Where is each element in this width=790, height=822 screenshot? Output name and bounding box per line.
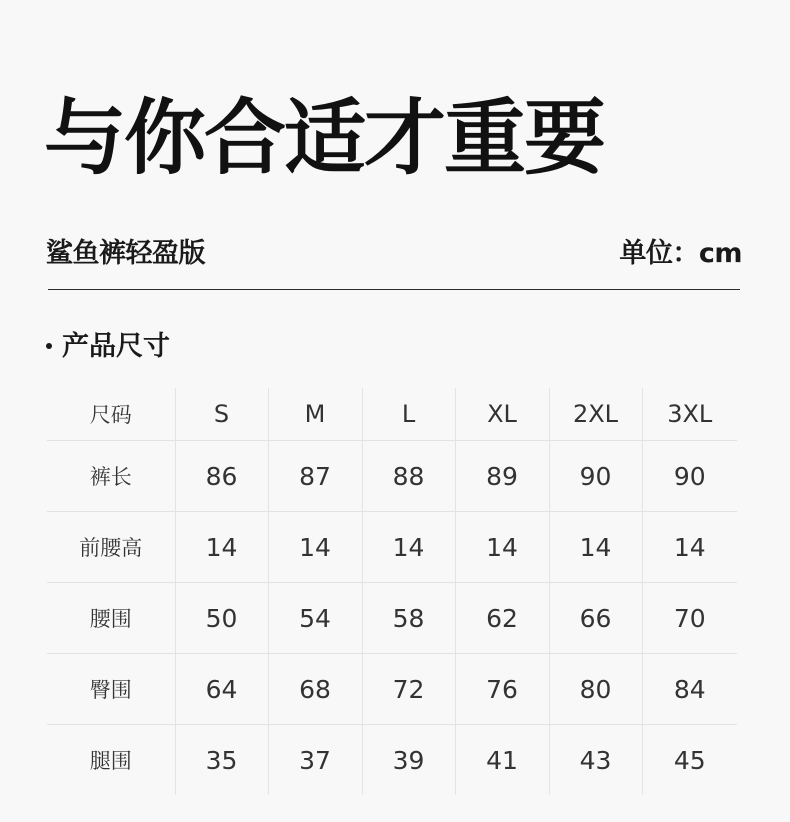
size-chart-table	[47, 388, 737, 795]
table-cell: 76	[455, 654, 549, 725]
size-header-cell: L	[362, 388, 455, 441]
row-label: 裤长	[47, 441, 175, 512]
table-cell: 43	[549, 725, 642, 796]
table-cell: 35	[175, 725, 268, 796]
table-cell: 89	[455, 441, 549, 512]
table-row	[47, 441, 737, 512]
table-cell: 62	[455, 583, 549, 654]
row-label: 腿围	[89, 749, 132, 773]
table-cell: 14	[268, 512, 362, 583]
table-cell: 39	[362, 725, 455, 796]
product-name: 鲨鱼裤轻盈版	[46, 237, 205, 269]
table-cell: 64	[175, 654, 268, 725]
table-cell: 14	[642, 512, 737, 583]
table-row	[47, 512, 737, 583]
table-row	[47, 725, 737, 796]
size-header-cell: 2XL	[549, 388, 642, 441]
table-cell: 54	[268, 583, 362, 654]
section-title	[46, 324, 170, 363]
unit-label: 单位：cm	[619, 237, 742, 269]
table-cell: 72	[362, 654, 455, 725]
row-label: 臀围	[47, 654, 175, 725]
size-header-label: 尺码	[47, 388, 175, 441]
size-header-cell: M	[268, 388, 362, 441]
size-header-cell: 3XL	[642, 388, 737, 441]
table-cell: 14	[455, 512, 549, 583]
table-cell: 90	[642, 441, 737, 512]
table-cell: 14	[362, 512, 455, 583]
bullet-icon	[46, 343, 52, 349]
size-header-row	[47, 388, 737, 441]
table-cell: 50	[175, 583, 268, 654]
table-row	[47, 654, 737, 725]
product-subheader	[46, 232, 742, 268]
page-headline: 与你合适才重要	[44, 91, 605, 186]
table-cell: 37	[268, 725, 362, 796]
table-cell: 90	[549, 441, 642, 512]
table-cell: 41	[455, 725, 549, 796]
table-cell: 66	[549, 583, 642, 654]
table-cell: 80	[549, 654, 642, 725]
table-cell: 70	[642, 583, 737, 654]
table-row	[47, 583, 737, 654]
table-cell: 58	[362, 583, 455, 654]
table-cell: 45	[642, 725, 737, 796]
table-cell: 14	[549, 512, 642, 583]
header-divider	[48, 289, 740, 290]
row-label: 前腰高	[47, 512, 175, 583]
table-cell: 68	[268, 654, 362, 725]
table-cell: 87	[268, 441, 362, 512]
row-label: 腰围	[47, 583, 175, 654]
size-header-cell: XL	[455, 388, 549, 441]
table-cell: 88	[362, 441, 455, 512]
section-title-text: 产品尺寸	[62, 331, 170, 362]
size-header-cell: S	[175, 388, 268, 441]
table-cell: 86	[175, 441, 268, 512]
table-cell: 84	[642, 654, 737, 725]
table-cell: 14	[175, 512, 268, 583]
